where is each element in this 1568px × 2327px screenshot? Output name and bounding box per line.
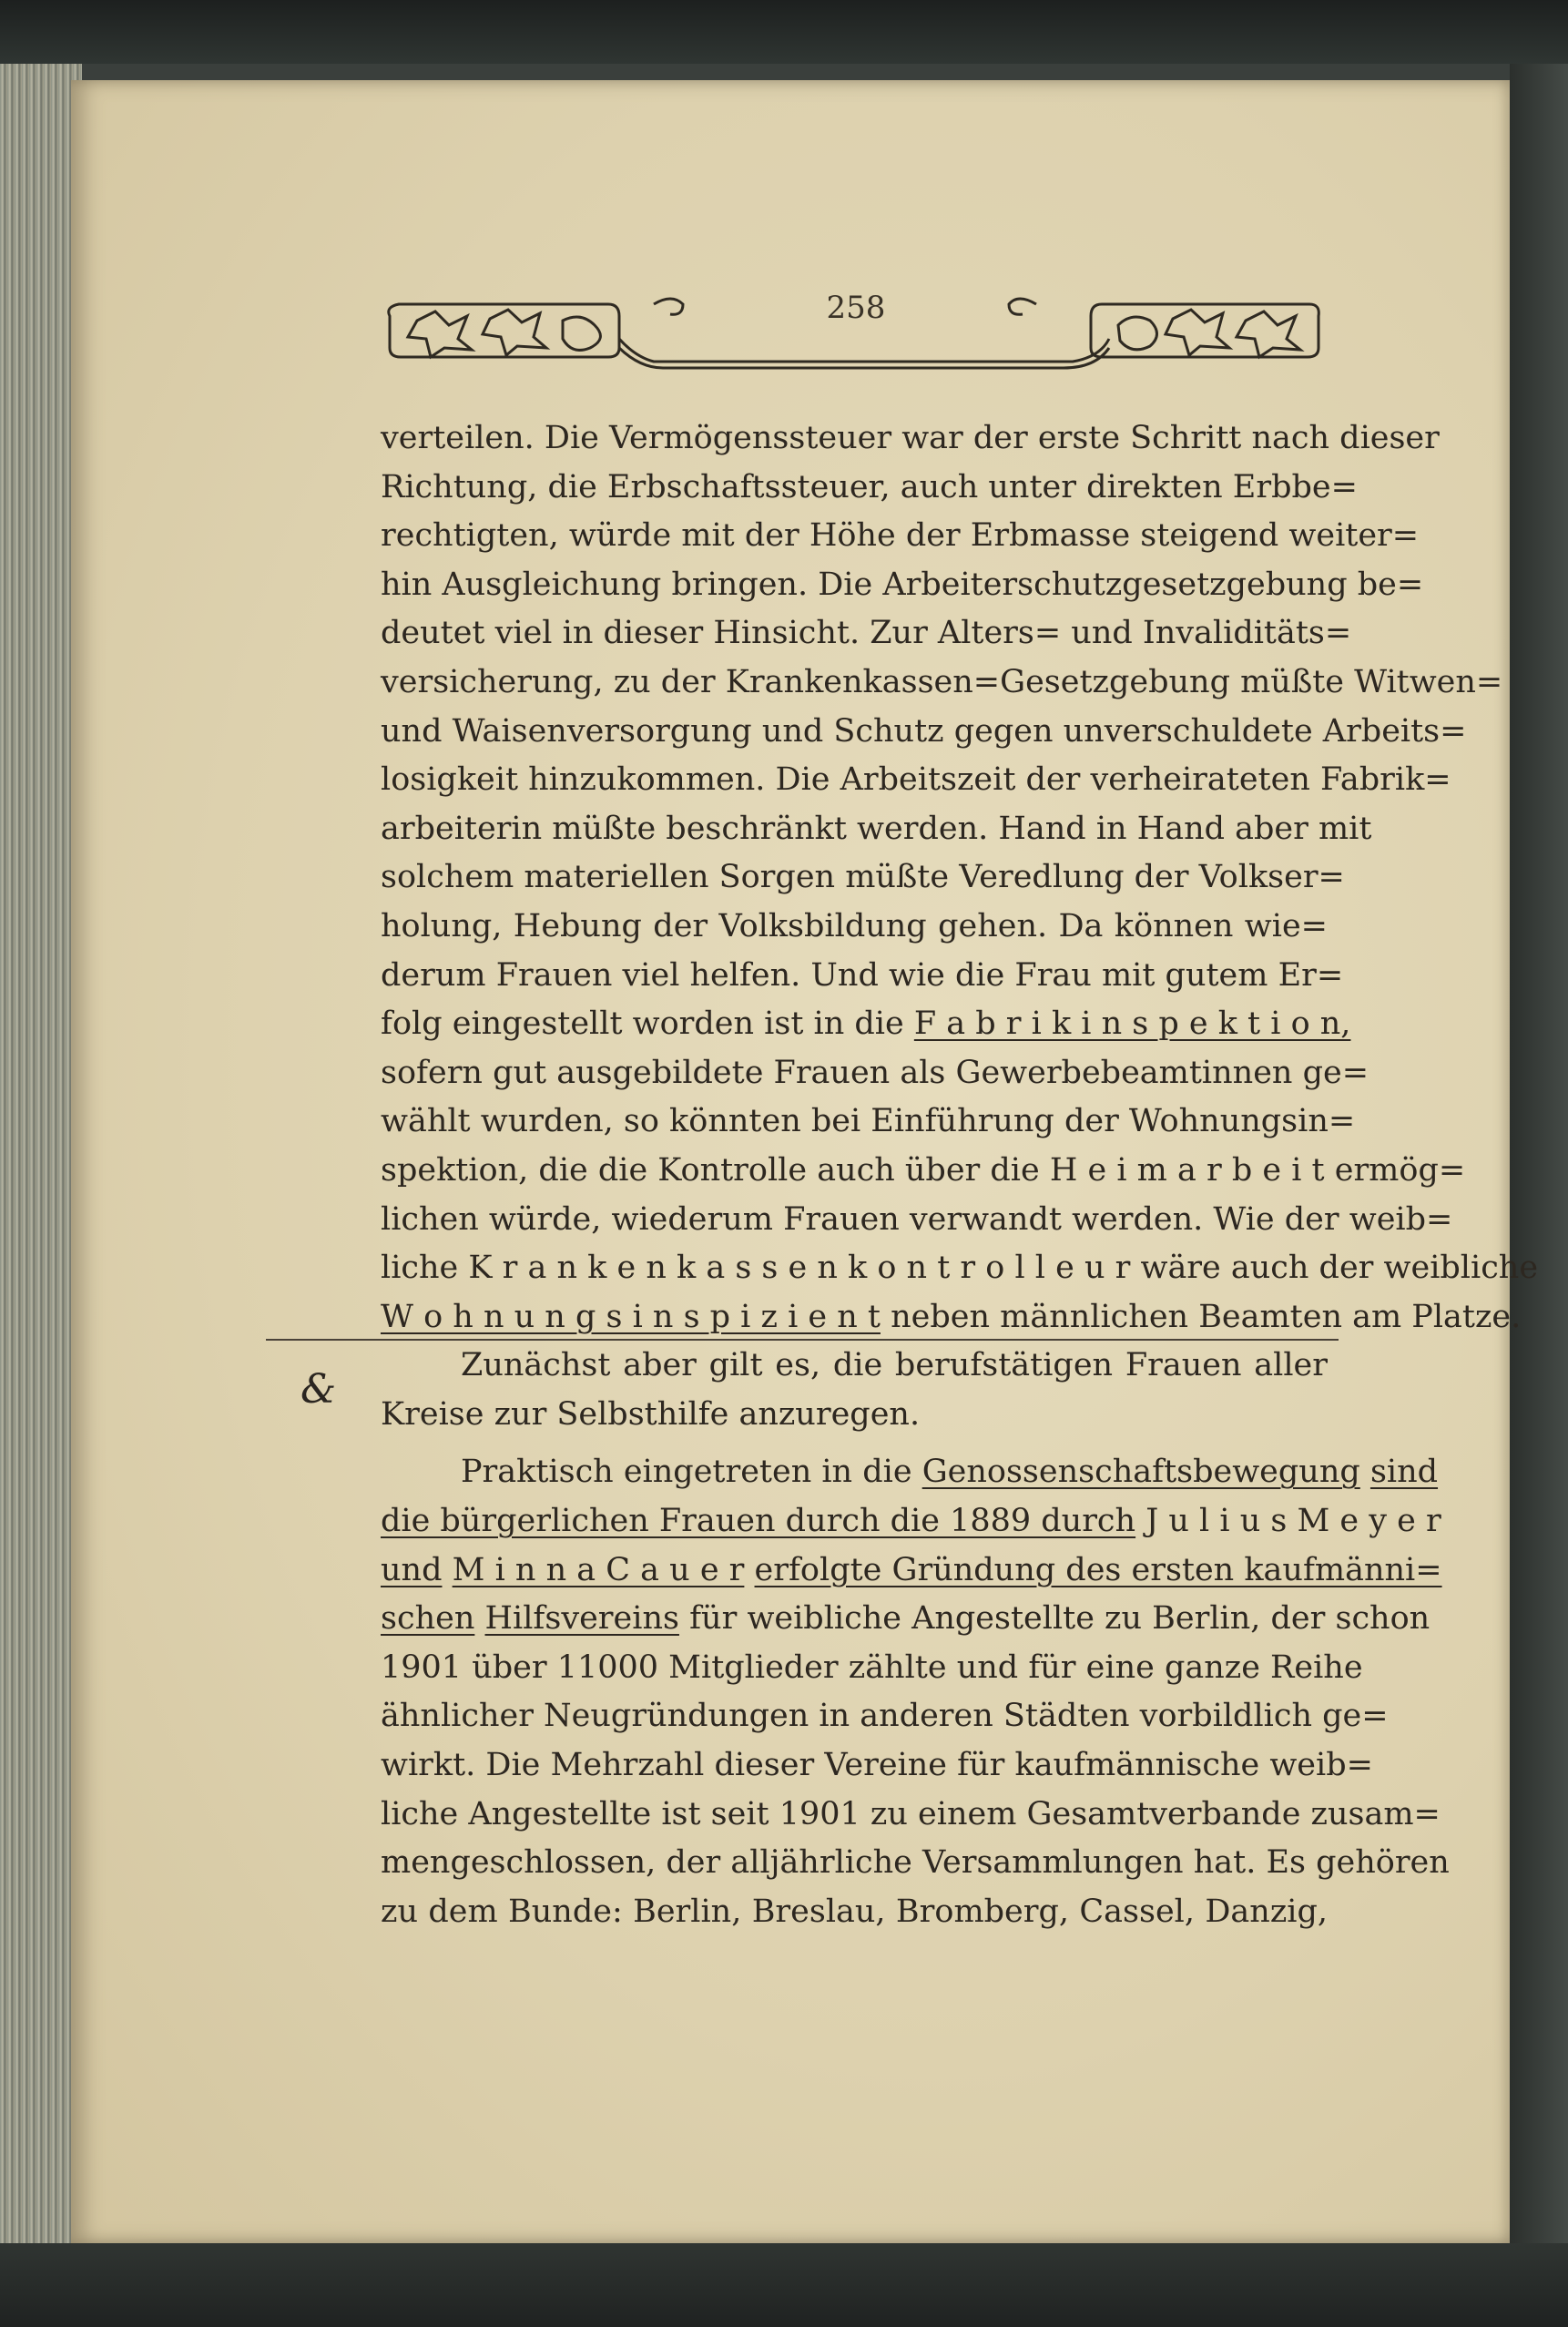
text-line: liche Angestellte ist seit 1901 zu einem Gesamtverbande zusam= [381,1795,1441,1832]
scan-border-bottom [0,2243,1568,2327]
text-line: Zunächst aber gilt es, die berufstätigen Frauen aller [461,1347,1328,1384]
text-segment: neben männlichen Beamten am Platze. [891,1298,1522,1335]
text-line: zu dem Bunde: Berlin, Breslau, Bromberg, Cassel, Danzig, [381,1893,1328,1930]
text-line [381,1595,1431,1644]
page-number: 258 [826,290,886,326]
text-segment: ermög= [1334,1151,1466,1189]
paragraph-gap [381,1439,1328,1448]
text-line: rechtigten, würde mit der Höhe der Erbmasse steigend weiter= [381,517,1420,555]
text-line [381,1546,1442,1596]
text-line: lichen würde, wiederum Frauen verwandt werden. Wie der weib= [381,1200,1453,1238]
text-line [381,1000,1351,1049]
text-segment: liche [381,1250,459,1287]
text-line: Kreise zur Selbsthilfe anzuregen. [381,1395,921,1433]
spaced-emphasis: J u l i u s M e y e r [1145,1503,1441,1540]
text-line: arbeiterin müßte beschränkt werden. Hand in Hand aber mit [381,810,1372,847]
text-line: und Waisenversorgung und Schutz gegen unverschuldete Arbeits= [381,712,1467,750]
margin-mark: & [300,1366,337,1413]
text-line [381,1448,1439,1497]
text-line: losigkeit hinzukommen. Die Arbeitszeit der verheirateten Fabrik= [381,761,1451,799]
underlined-text: und [381,1551,443,1588]
underlined-text: die bürgerlichen Frauen durch die 1889 durch [381,1503,1136,1540]
spaced-emphasis: M i n n a C a u e r [452,1551,745,1588]
underlined-text: Genossenschaftsbewegung [921,1454,1360,1491]
spaced-emphasis: W o h n u n g s i n s p i z i e n t [381,1298,881,1335]
body-text [381,414,1539,1936]
text-segment: für weibliche Angestellte zu Berlin, der schon [689,1600,1431,1638]
spaced-emphasis: K r a n k e n k a s s e n k o n t r o l l e u r [468,1250,1131,1287]
book-page-edges [0,64,82,2250]
text-segment: Praktisch eingetreten in die [461,1454,912,1491]
scan-border-top [0,0,1568,64]
text-line [381,1147,1466,1196]
text-line: sofern gut ausgebildete Frauen als Gewerbebeamtinnen ge= [381,1054,1369,1091]
scan-border-right [1510,64,1568,2327]
text-line [381,1497,1441,1546]
underlined-text: Hilfsvereins [484,1600,679,1638]
text-segment: wäre auch der weibliche [1140,1250,1539,1287]
text-line: derum Frauen viel helfen. Und wie die Frau mit gutem Er= [381,956,1344,994]
text-line: Richtung, die Erbschaftssteuer, auch unter direkten Erbbe= [381,468,1358,505]
text-segment: folg eingestellt worden ist in die [381,1005,904,1043]
underlined-text: schen [381,1600,475,1638]
text-line: hin Ausgleichung bringen. Die Arbeiterschutzgesetzgebung be= [381,566,1424,603]
text-line: deutet viel in dieser Hinsicht. Zur Alters= und Invaliditäts= [381,615,1352,652]
spaced-emphasis: F a b r i k i n s p e k t i o n, [913,1005,1351,1043]
text-line: mengeschlossen, der alljährliche Versammlungen hat. Es gehören [381,1844,1450,1882]
underlined-text: erfolgte Gründung des ersten kaufmänni= [754,1551,1442,1588]
text-segment: spektion, die die Kontrolle auch über die [381,1151,1040,1189]
text-line: solchem materiellen Sorgen müßte Veredlung der Volkser= [381,859,1345,896]
text-line: wählt wurden, so könnten bei Einführung der Wohnungsin= [381,1103,1356,1140]
text-line: ähnlicher Neugründungen in anderen Städten vorbildlich ge= [381,1698,1389,1735]
text-line: verteilen. Die Vermögenssteuer war der erste Schritt nach dieser [381,420,1440,456]
text-line: wirkt. Die Mehrzahl dieser Vereine für kaufmännische weib= [381,1747,1373,1784]
text-line [381,1293,1522,1342]
text-line: versicherung, zu der Krankenkassen=Gesetzgebung müßte Witwen= [381,663,1503,700]
spaced-emphasis: H e i m a r b e i t [1049,1151,1325,1189]
text-line: holung, Hebung der Volksbildung gehen. Da können wie= [381,907,1328,944]
text-line: 1901 über 11000 Mitglieder zählte und für eine ganze Reihe [381,1648,1363,1686]
text-line [381,1244,1539,1293]
underlined-text: sind [1369,1454,1439,1491]
